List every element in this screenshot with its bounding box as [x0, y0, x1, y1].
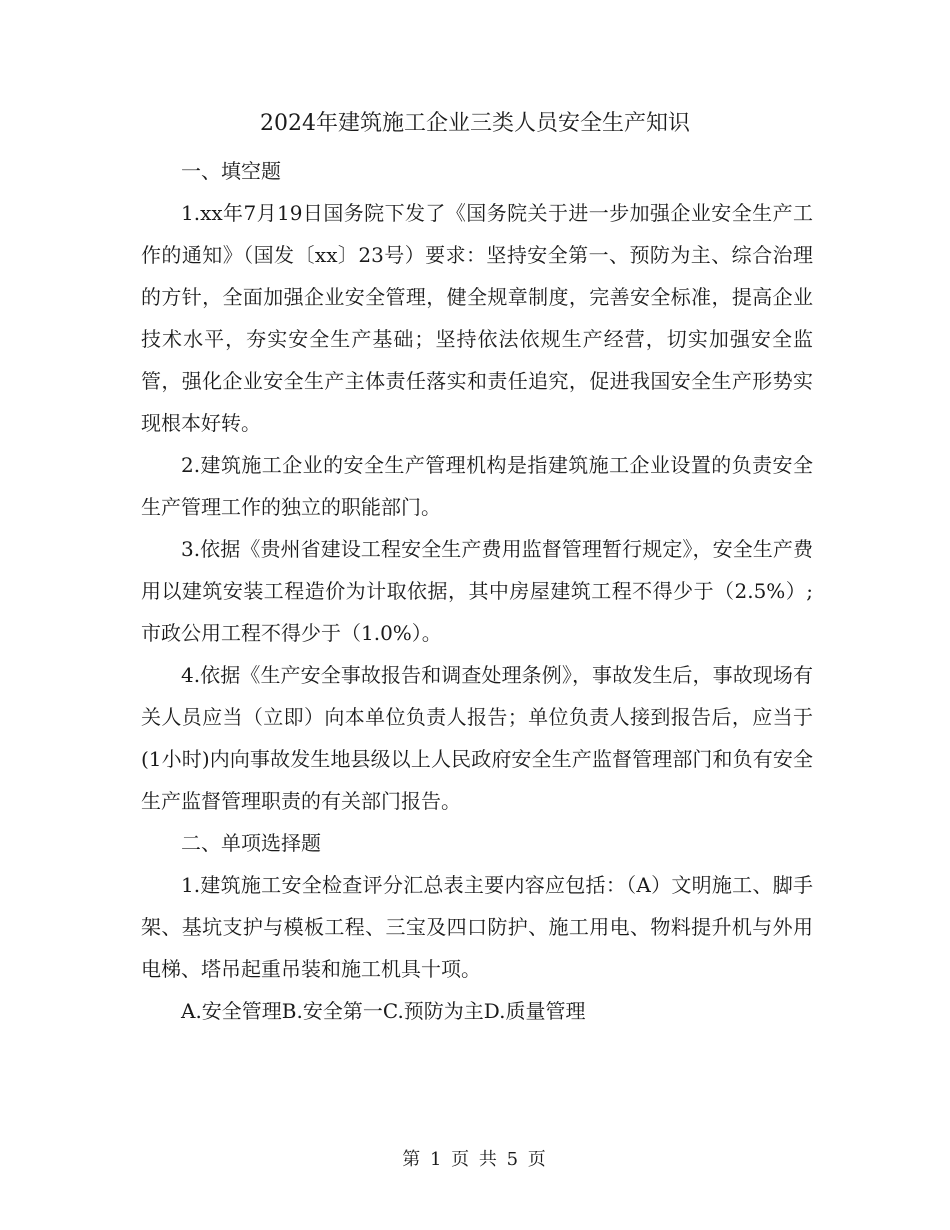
- page-footer: 第 1 页 共 5 页: [402, 1149, 548, 1170]
- section-heading-single-choice: 二、单项选择题: [181, 831, 321, 855]
- paragraph: 1.xx年7月19日国务院下发了《国务院关于进一步加强企业安全生产工作的通知》（国发〔xx〕23号）要求：坚持安全第一、预防为主、综合治理的方针，全面加强企业安全管理，健全规章制度，完善安全标准，提高企业技术水平，夯实安全生产基础；坚持依法依规生产经营，切实加强安全监管，强化企业安全生产主体责任落实和责任追究，促进我国安全生产形势实现根本好转。: [141, 201, 813, 435]
- paragraph: 2.建筑施工企业的安全生产管理机构是指建筑施工企业设置的负责安全生产管理工作的独立的职能部门。: [141, 453, 813, 519]
- answer-options: A.安全管理B.安全第一C.预防为主D.质量管理: [181, 999, 586, 1023]
- section-heading-fill-in: 一、填空题: [181, 159, 281, 183]
- document-body: [141, 150, 813, 1032]
- paragraph: 1.建筑施工安全检查评分汇总表主要内容应包括：（A）文明施工、脚手架、基坑支护与模板工程、三宝及四口防护、施工用电、物料提升机与外用电梯、塔吊起重吊装和施工机具十项。: [141, 873, 813, 981]
- paragraph: 3.依据《贵州省建设工程安全生产费用监督管理暂行规定》，安全生产费用以建筑安装工程造价为计取依据，其中房屋建筑工程不得少于（2.5%）;市政公用工程不得少于（1.0%）。: [141, 537, 813, 645]
- paragraph: 4.依据《生产安全事故报告和调查处理条例》，事故发生后，事故现场有关人员应当（立即）向本单位负责人报告；单位负责人接到报告后，应当于(1小时)内向事故发生地县级以上人民政府安全生产监督管理部门和负有安全生产监督管理职责的有关部门报告。: [141, 663, 813, 813]
- document-title: 2024年建筑施工企业三类人员安全生产知识: [260, 111, 690, 136]
